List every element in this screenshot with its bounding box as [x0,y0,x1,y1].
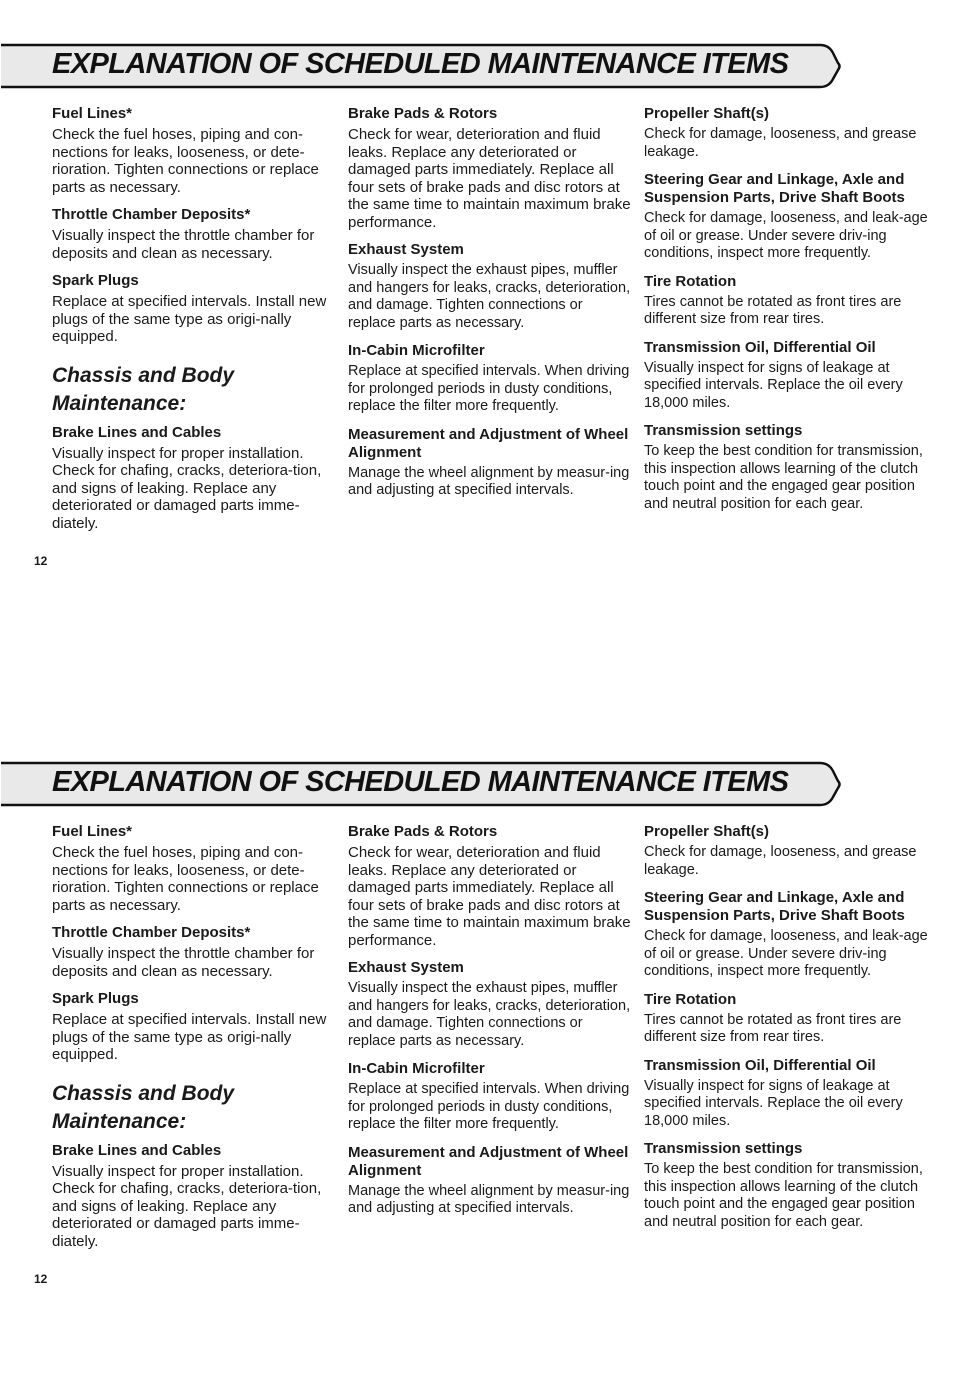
item-body: Visually inspect for signs of leakage at specified intervals. Replace the oil every 18,000 miles. [644,359,903,411]
column-2 [348,823,632,1228]
item-heading: Brake Pads & Rotors [348,105,498,122]
item-body: Manage the wheel alignment by measur-ing and adjusting at specified intervals. [348,1182,630,1216]
item-fuel-lines [52,823,336,914]
item-heading: Propeller Shaft(s) [644,823,770,840]
item-heading: Spark Plugs [52,990,139,1007]
item-throttle-chamber [52,206,336,262]
item-body: Replace at specified intervals. Install new plugs of the same type as origi-nally equipped. [52,293,327,345]
item-steering-gear [644,889,928,981]
item-heading: In-Cabin Microfilter [348,1060,485,1077]
item-transmission-settings [644,1140,928,1231]
page-number: 12 [34,554,48,568]
item-heading: Transmission Oil, Differential Oil [644,338,876,356]
item-heading: Tire Rotation [644,272,737,290]
column-2 [348,105,632,510]
item-spark-plugs [52,990,336,1064]
item-body: To keep the best condition for transmission, this inspection allows learning of the clutch touch point and the engaged gear position and neutral position for each gear. [644,1161,923,1230]
item-heading: Throttle Chamber Deposits* [52,206,251,223]
item-microfilter [348,1060,632,1134]
column-3 [644,105,928,523]
item-body: Visually inspect for proper installation. Check for chafing, cracks, deteriora-tion, and signs of leaking. Replace any deteriorated or damaged parts imme-diately. [52,444,322,532]
section-title: Chassis and Body Maintenance: [52,363,235,415]
item-exhaust [348,241,632,332]
page-title: EXPLANATION OF SCHEDULED MAINTENANCE ITEMS [52,766,789,798]
item-heading: Tire Rotation [644,990,737,1008]
item-tire-rotation [644,273,928,329]
item-tire-rotation [644,991,928,1047]
item-body: Tires cannot be rotated as front tires are different size from rear tires. [644,293,902,327]
item-wheel-alignment [348,426,632,500]
item-body: Check for damage, looseness, and leak-age of oil or grease. Under severe driv-ing conditions, inspect more frequently. [644,210,928,261]
item-wheel-alignment [348,1144,632,1218]
item-brake-pads [348,105,632,231]
item-exhaust [348,959,632,1050]
item-body: Replace at specified intervals. Install new plugs of the same type as origi-nally equipped. [52,1011,327,1063]
item-body: Check for wear, deterioration and fluid leaks. Replace any deteriorated or damaged parts immediately. Replace all four sets of brake pads and disc rotors at the same time to maintain maximum brake performance. [348,126,631,231]
item-steering-gear [644,171,928,263]
page-number: 12 [34,1272,48,1286]
item-heading: In-Cabin Microfilter [348,342,485,359]
item-throttle-chamber [52,924,336,980]
item-body: Check for damage, looseness, and grease leakage. [644,844,917,878]
item-heading: Brake Lines and Cables [52,1141,222,1159]
item-heading: Measurement and Adjustment of Wheel Alignment [348,425,629,461]
item-propeller-shaft [644,823,928,879]
item-body: Replace at specified intervals. When driving for prolonged periods in dusty conditions, replace the filter more frequently. [348,363,630,414]
item-heading: Transmission settings [644,1140,803,1157]
item-heading: Brake Pads & Rotors [348,823,498,840]
item-body: Check for wear, deterioration and fluid leaks. Replace any deteriorated or damaged parts immediately. Replace all four sets of brake pads and disc rotors at the same time to maintain maximum brake performance. [348,844,631,949]
item-propeller-shaft [644,105,928,161]
item-heading: Steering Gear and Linkage, Axle and Suspension Parts, Drive Shaft Boots [644,889,905,924]
column-1 [52,105,336,542]
item-heading: Fuel Lines* [52,105,133,122]
column-1 [52,823,336,1260]
item-fuel-lines [52,105,336,196]
item-body: Visually inspect the exhaust pipes, muffler and hangers for leaks, cracks, deterioration, and damage. Tighten connections or replace parts as necessary. [348,262,631,331]
manual-page-2 [0,761,954,1381]
item-body: Check for damage, looseness, and leak-age of oil or grease. Under severe driv-ing conditions, inspect more frequently. [644,928,928,979]
item-brake-lines [52,424,336,533]
item-brake-pads [348,823,632,949]
item-heading: Measurement and Adjustment of Wheel Alignment [348,1143,629,1179]
item-heading: Throttle Chamber Deposits* [52,924,251,941]
item-heading: Propeller Shaft(s) [644,105,770,122]
item-spark-plugs [52,272,336,346]
item-transmission-settings [644,422,928,513]
item-heading: Steering Gear and Linkage, Axle and Suspension Parts, Drive Shaft Boots [644,171,905,206]
item-body: Check the fuel hoses, piping and con-nections for leaks, looseness, or dete-rioration. Tighten connections or replace parts as necessary. [52,126,319,196]
item-heading: Fuel Lines* [52,823,133,840]
section-title: Chassis and Body Maintenance: [52,1081,235,1133]
manual-page-1 [0,43,954,663]
item-transmission-oil [644,339,928,413]
item-heading: Exhaust System [348,959,464,976]
item-body: Visually inspect for proper installation. Check for chafing, cracks, deteriora-tion, and signs of leaking. Replace any deteriorated or damaged parts imme-diately. [52,1162,322,1250]
page-title: EXPLANATION OF SCHEDULED MAINTENANCE ITEMS [52,48,789,80]
item-body: Visually inspect the throttle chamber for deposits and clean as necessary. [52,227,315,262]
item-body: Check the fuel hoses, piping and con-nections for leaks, looseness, or dete-rioration. Tighten connections or replace parts as necessary. [52,844,319,914]
item-heading: Transmission settings [644,422,803,439]
item-heading: Transmission Oil, Differential Oil [644,1056,876,1074]
item-transmission-oil [644,1057,928,1131]
title-banner [0,43,840,89]
title-banner [0,761,840,807]
item-microfilter [348,342,632,416]
item-body: Check for damage, looseness, and grease leakage. [644,126,917,160]
item-body: Tires cannot be rotated as front tires are different size from rear tires. [644,1011,902,1045]
item-heading: Exhaust System [348,241,464,258]
item-heading: Spark Plugs [52,272,139,289]
item-body: Manage the wheel alignment by measur-ing and adjusting at specified intervals. [348,464,630,498]
item-brake-lines [52,1142,336,1251]
item-body: Visually inspect for signs of leakage at specified intervals. Replace the oil every 18,000 miles. [644,1077,903,1129]
item-body: Visually inspect the throttle chamber for deposits and clean as necessary. [52,945,315,980]
column-3 [644,823,928,1241]
item-body: Visually inspect the exhaust pipes, muffler and hangers for leaks, cracks, deterioration, and damage. Tighten connections or replace parts as necessary. [348,980,631,1049]
item-heading: Brake Lines and Cables [52,423,222,441]
item-body: Replace at specified intervals. When driving for prolonged periods in dusty conditions, replace the filter more frequently. [348,1081,630,1132]
item-body: To keep the best condition for transmission, this inspection allows learning of the clutch touch point and the engaged gear position and neutral position for each gear. [644,443,923,512]
